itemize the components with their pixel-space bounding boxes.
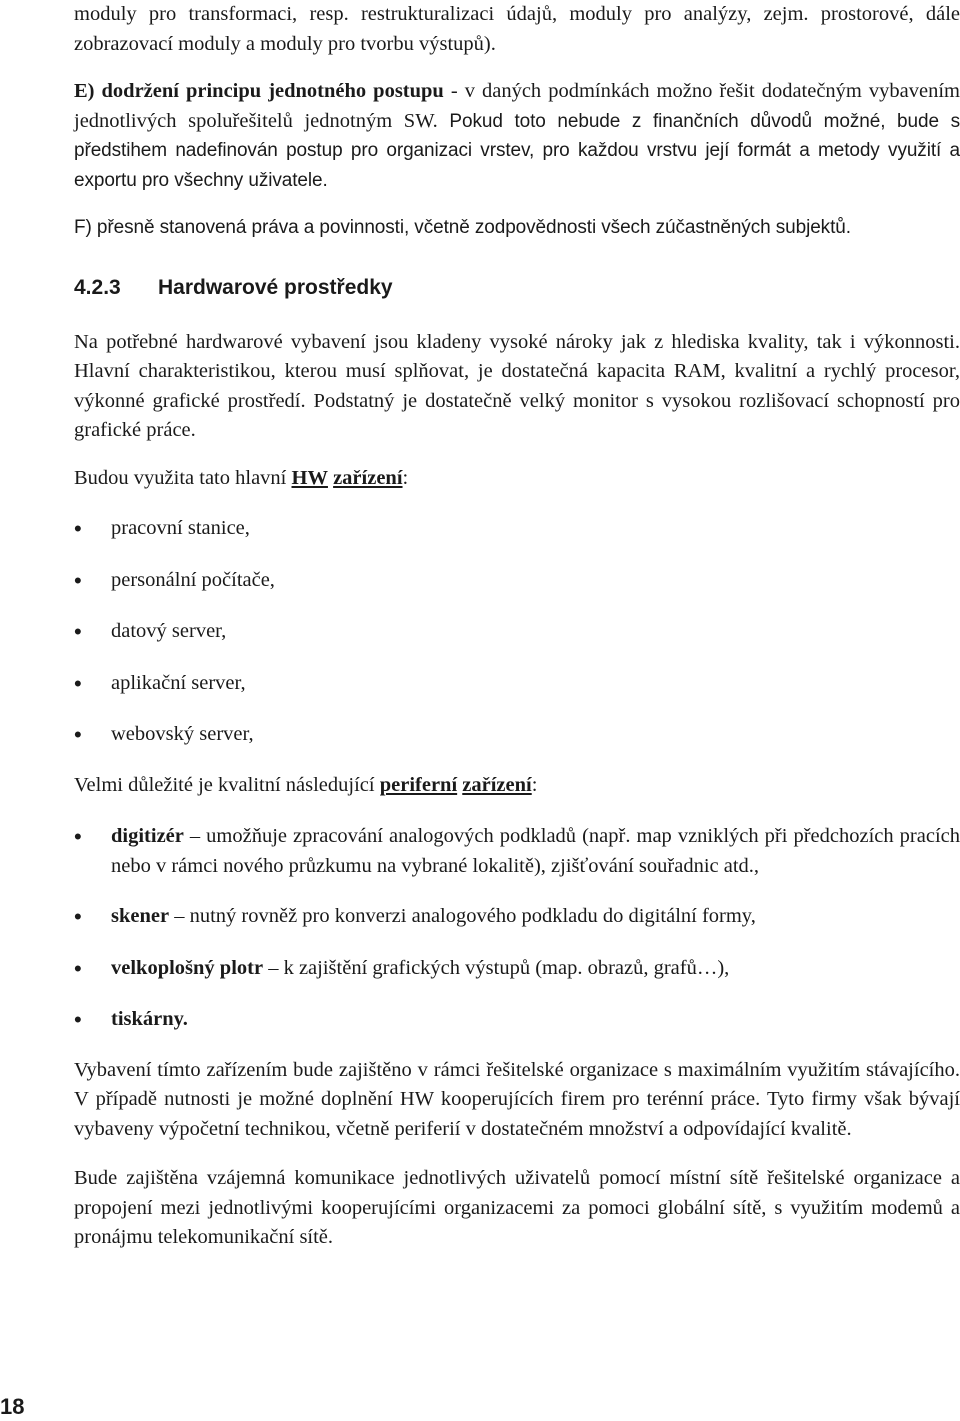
peripheral-list <box>74 822 960 1035</box>
list-item <box>74 902 960 932</box>
zarizeni-keyword: zařízení <box>462 773 532 796</box>
section-number: 4.2.3 <box>74 275 121 299</box>
paragraph-komunikace: Bude zajištěna vzájemná komunikace jednotlivých uživatelů pomocí místní sítě řešitelské organizace a propojení mezi jednotlivými kooperujícími organizacemi za pomoci globální sítě, s využitím modemů a pronájmu telekomunikační sítě. <box>74 1167 960 1248</box>
list-item: • personální počítače, <box>74 566 960 596</box>
page-number: 18 <box>0 1394 25 1419</box>
hw-intro: Budou využita tato hlavní HW zařízení: <box>74 466 409 489</box>
section-heading <box>74 273 960 302</box>
peripheral-intro: Velmi důležité je kvalitní následující periferní zařízení: <box>74 773 538 796</box>
list-item-term: velkoplošný plotr <box>111 956 264 979</box>
hw-list <box>74 514 960 750</box>
section-title: Hardwarové prostředky <box>158 275 393 299</box>
list-item-desc: – nutný rovněž pro konverzi analogového podkladu do digitální formy, <box>169 905 756 927</box>
paragraph-f: F) přesně stanovená práva a povinnosti, včetně zodpovědnosti všech zúčastněných subjektů. <box>74 217 851 238</box>
list-item-term: digitizér <box>111 825 184 847</box>
list-item: • datový server, <box>74 617 960 647</box>
list-item-term: tiskárny. <box>111 1008 188 1030</box>
paragraph-e <box>74 77 960 195</box>
paragraph-e-lead: E) dodržení principu jednotného postupu <box>74 80 444 102</box>
paragraph-intro: moduly pro transformaci, resp. restrukturalizaci údajů, moduly pro analýzy, zejm. prostorové, dále zobrazovací moduly a moduly pro tvorbu výstupů). <box>74 3 960 55</box>
list-item-desc: – umožňuje zpracování analogových podkladů (např. map vzniklých při předchozích pracích nebo v rámci nového průzkumu na vybrané lokalitě), zjišťování souřadnic atd., <box>111 825 960 877</box>
hw-keyword: HW <box>291 466 328 489</box>
list-item-term: skener <box>111 905 170 927</box>
periferni-keyword: periferní <box>379 773 458 796</box>
list-item: • webovský server, <box>74 720 960 750</box>
zarizeni-keyword: zařízení <box>333 466 403 489</box>
list-item <box>74 1005 960 1035</box>
paragraph-hw: Na potřebné hardwarové vybavení jsou kladeny vysoké nároky jak z hlediska kvality, tak i výkonnosti. Hlavní charakteristikou, kterou musí splňovat, je dostatečná kapacita RAM, kvalitní a rychlý procesor, výkonné grafické prostředí. Podstatný je dostatečně velký monitor s vysokou rozlišovací schopností pro grafické práce. <box>74 330 960 441</box>
paragraph-e-text2: Pokud toto nebude z finančních důvodů možné, bude s předstihem nadefinován postup pro organizaci vrstev, pro každou vrstvu její formát a metody využití a exportu pro všechny uživatele. <box>74 110 960 191</box>
list-item: • aplikační server, <box>74 669 960 699</box>
list-item <box>74 954 960 984</box>
list-item: • pracovní stanice, <box>74 514 960 544</box>
document-page <box>74 0 960 1253</box>
list-item <box>74 822 960 881</box>
paragraph-vybaveni: Vybavení tímto zařízením bude zajištěno v rámci řešitelské organizace s maximálním využitím stávajícího. V případě nutnosti je možné doplnění HW kooperujících firem pro terénní práce. Tyto firmy však bývají vybaveny výpočetní technikou, včetně periferií v dostatečném množství a odpovídající kvalitě. <box>74 1058 960 1140</box>
paragraph-e-text1: - v daných podmínkách možno řešit dodatečným vybavením jednotlivých spoluřešitelů jednotným SW. <box>74 80 960 132</box>
list-item-desc: – k zajištění grafických výstupů (map. obrazů, grafů…), <box>263 956 730 979</box>
